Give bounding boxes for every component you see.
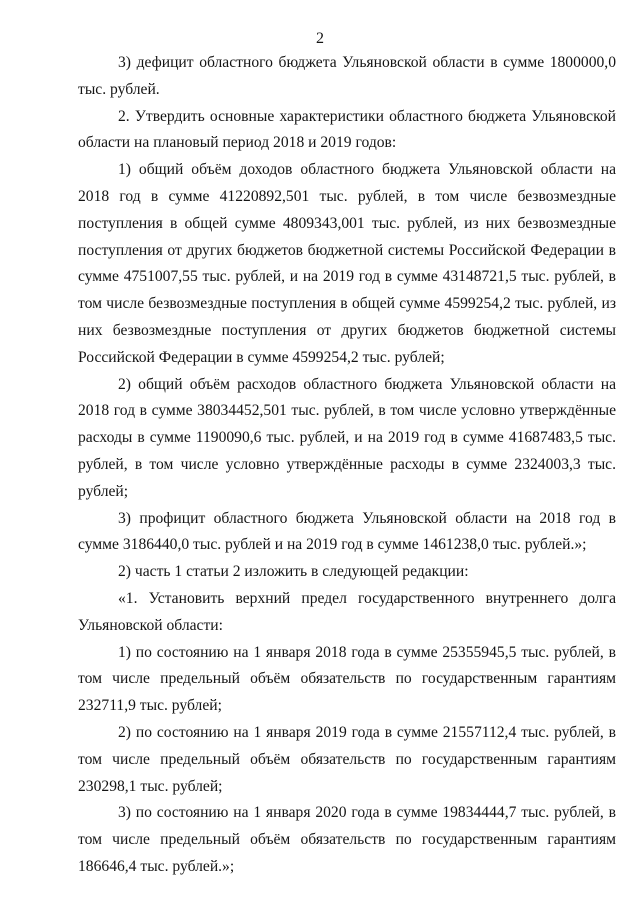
paragraph-article-2-amendment: 2) часть 1 статьи 2 изложить в следующей редакции:	[118, 563, 469, 581]
paragraph-debt-2020: 3) по состоянию на 1 января 2020 года в сумме 19834444,7 тыс. рублей, в том числе предельный объём обязательств по государственным гарантиям 186646,4 тыс. рублей.»;	[78, 804, 616, 875]
paragraph-deficit-2017: 3) дефицит областного бюджета Ульяновской области в сумме 1800000,0 тыс. рублей.	[78, 54, 616, 98]
paragraph-debt-limit-heading: «1. Установить верхний предел государственного внутреннего долга Ульяновской области:	[78, 589, 616, 634]
paragraph-planning-period-heading: 2. Утвердить основные характеристики областного бюджета Ульяновской области на плановый период 2018 и 2019 годов:	[78, 107, 616, 152]
paragraph-debt-2019: 2) по состоянию на 1 января 2019 года в сумме 21557112,4 тыс. рублей, в том числе предельный объём обязательств по государственным гарантиям 230298,1 тыс. рублей;	[78, 723, 616, 795]
paragraph-expenditures: 2) общий объём расходов областного бюджета Ульяновской области на 2018 год в сумме 38034452,501 тыс. рублей, в том числе условно утверждённые расходы в сумме 1190090,6 тыс. рублей, и на 2019 год в сумме 41687483,5 тыс. рублей, в том числе условно утверждённые расходы в сумме 2324003,3 тыс. рублей;	[78, 375, 616, 500]
paragraph-debt-2018: 1) по состоянию на 1 января 2018 года в сумме 25355945,5 тыс. рублей, в том числе предельный объём обязательств по государственным гарантиям 232711,9 тыс. рублей;	[78, 643, 616, 715]
document-body	[78, 50, 616, 881]
page-number: 2	[316, 30, 324, 47]
paragraph-revenues: 1) общий объём доходов областного бюджета Ульяновской области на 2018 год в сумме 41220892,501 тыс. рублей, в том числе безвозмездные поступления в общей сумме 4809343,001 тыс. рублей, из них безвозмездные поступления от других бюджетов бюджетной системы Российской Федерации в сумме 4751007,55 тыс. рублей, и на 2019 год в сумме 43148721,5 тыс. рублей, в том числе безвозмездные поступления в общей сумме 4599254,2 тыс. рублей, из них безвозмездные поступления от других бюджетов бюджетной системы Российской Федерации в сумме 4599254,2 тыс. рублей;	[78, 161, 616, 366]
paragraph-surplus: 3) профицит областного бюджета Ульяновской области на 2018 год в сумме 3186440,0 тыс. рублей и на 2019 год в сумме 1461238,0 тыс. рублей.»;	[78, 509, 616, 554]
